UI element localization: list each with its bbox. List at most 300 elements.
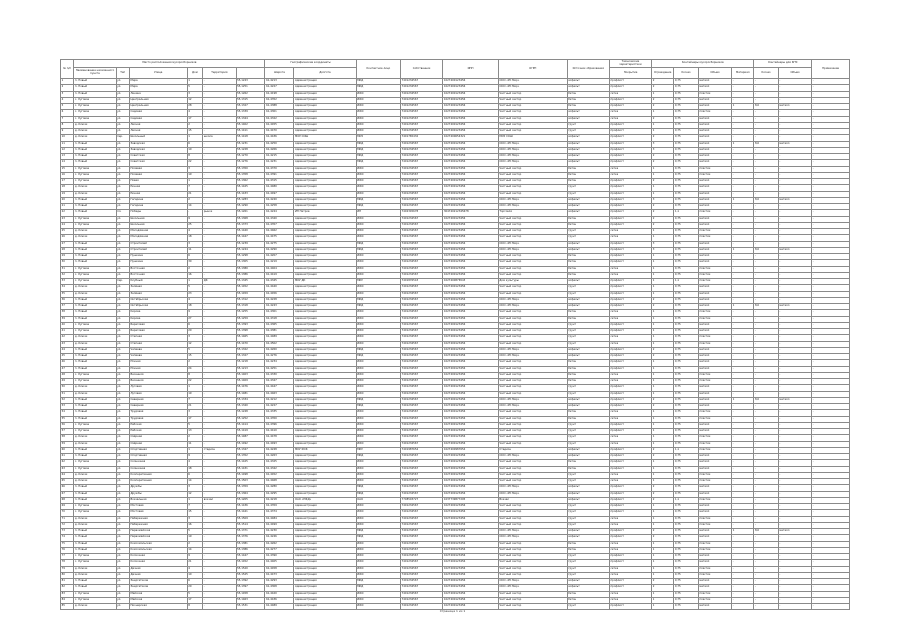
cell-owner: МКД (356, 141, 400, 147)
cell-count: 2 (652, 160, 674, 166)
cell-type: ул. (116, 185, 129, 191)
cell-street: Мира (129, 79, 187, 85)
cell-cover: асфальт (567, 210, 609, 216)
cell-source: Торговля (498, 210, 567, 216)
cell-street: Октябрьская (129, 297, 187, 303)
cell-house: 6 (187, 141, 203, 147)
cell-num: 10 (61, 135, 74, 141)
cell-fence: сетка (609, 591, 651, 597)
cell-count: 1 (652, 372, 674, 378)
cell-type: ул. (116, 510, 129, 516)
cell-note: - (812, 222, 850, 228)
cell-fence: сетка (609, 472, 651, 478)
cell-territory: - (203, 516, 236, 522)
cell-note: - (812, 335, 850, 341)
cell-territory: - (203, 597, 236, 603)
cell-inn: 7401234567 (401, 591, 443, 597)
cell-inn: 7401234567 (401, 529, 443, 535)
col-cover: Покрытие (609, 68, 651, 79)
cell-contact: Администрация (294, 385, 356, 391)
cell-settlement: п. Новый (74, 410, 116, 416)
cell-street: Садовая (129, 116, 187, 122)
cell-material: металл (698, 179, 731, 185)
cell-count: 2 (652, 116, 674, 122)
cell-material2: - (778, 535, 811, 541)
cell-contact: Администрация (294, 241, 356, 247)
cell-material: металл (698, 529, 731, 535)
cell-cover: асфальт (567, 135, 609, 141)
cell-lon: 61,4227 (265, 404, 294, 410)
cell-ogrn: 1027400123456 (443, 260, 499, 266)
cell-territory: - (203, 85, 236, 91)
cell-owner: МКД (356, 585, 400, 591)
cell-num: 74 (61, 535, 74, 541)
cell-type: ул. (116, 285, 129, 291)
cell-material2: металл (778, 141, 811, 147)
cell-fence: сетка (609, 416, 651, 422)
cell-volume: 0,75 (674, 504, 698, 510)
cell-settlement: с. Луговое (74, 322, 116, 328)
cell-type: ул. (116, 322, 129, 328)
cell-ogrn: 1027400123456 (443, 335, 499, 341)
cell-source: Частный сектор (498, 479, 567, 485)
cell-count: 2 (652, 210, 674, 216)
cell-inn: 7401234567 (401, 516, 443, 522)
cell-material: металл (698, 285, 731, 291)
cell-type: ул. (116, 429, 129, 435)
cell-count2: - (732, 291, 754, 297)
cell-note: - (812, 216, 850, 222)
cell-house: 6 (187, 472, 203, 478)
cell-material2: металл (778, 304, 811, 310)
cell-count: 2 (652, 179, 674, 185)
cell-contact: Администрация (294, 147, 356, 153)
cell-lat: 55,1371 (236, 529, 265, 535)
cell-material2: - (778, 404, 811, 410)
cell-inn: 7401234567 (401, 535, 443, 541)
cell-inn: 7401234567 (401, 597, 443, 603)
cell-count2: - (732, 360, 754, 366)
cell-inn: 7401234567 (401, 585, 443, 591)
cell-cover: грунт (567, 185, 609, 191)
cell-count2: - (732, 135, 754, 141)
cell-num: 65 (61, 479, 74, 485)
cell-fence: профлист (609, 247, 651, 253)
cell-note: - (812, 579, 850, 585)
cell-material2: - (778, 135, 811, 141)
cell-count2: 1 (732, 397, 754, 403)
cell-house: 30 (187, 260, 203, 266)
cell-material: пластик (698, 235, 731, 241)
cell-type: ул. (116, 266, 129, 272)
cell-owner: ИЖС (356, 541, 400, 547)
cell-type: ул. (116, 472, 129, 478)
cell-owner: МКД (356, 204, 400, 210)
cell-count: 1 (652, 510, 674, 516)
cell-volume2: 8,0 (754, 304, 778, 310)
cell-type: ул. (116, 116, 129, 122)
cell-material2: - (778, 385, 811, 391)
cell-house: - (187, 210, 203, 216)
cell-cover: бетон (567, 310, 609, 316)
cell-territory: - (203, 341, 236, 347)
cell-type: ул. (116, 304, 129, 310)
cell-cover: бетон (567, 104, 609, 110)
cell-note: - (812, 272, 850, 278)
cell-inn: 7401234567 (401, 116, 443, 122)
cell-note: - (812, 422, 850, 428)
col-spacer (236, 68, 265, 79)
cell-note: - (812, 435, 850, 441)
cell-count2: - (732, 210, 754, 216)
cell-street: Школьный (129, 135, 187, 141)
cell-contact: Администрация (294, 235, 356, 241)
cell-lon: 61,4198 (265, 91, 294, 97)
cell-inn: 7401234567 (401, 366, 443, 372)
cell-settlement: д. Ключи (74, 572, 116, 578)
cell-cover: асфальт (567, 197, 609, 203)
cell-owner: ИЖС (356, 391, 400, 397)
cell-type: ул. (116, 404, 129, 410)
cell-inn: 7401234567 (401, 91, 443, 97)
cell-fence: профлист (609, 135, 651, 141)
cell-source: ООО «УК Мир» (498, 241, 567, 247)
cell-volume: 0,75 (674, 216, 698, 222)
cell-contact: Администрация (294, 260, 356, 266)
cell-settlement: с. Луговое (74, 222, 116, 228)
cell-lon: 61,4410 (265, 429, 294, 435)
cell-cover: бетон (567, 266, 609, 272)
cell-lon: 61,4275 (265, 241, 294, 247)
cell-cover: бетон (567, 597, 609, 603)
cell-count: 1 (652, 466, 674, 472)
cell-lat: 55,1251 (236, 85, 265, 91)
cell-num: 63 (61, 466, 74, 472)
cell-note: - (812, 285, 850, 291)
cell-material: металл (698, 154, 731, 160)
cell-count: 1 (652, 597, 674, 603)
cell-inn: 7401234567 (401, 441, 443, 447)
cell-territory: - (203, 172, 236, 178)
cell-street: Полевая (129, 172, 187, 178)
cell-count2: - (732, 179, 754, 185)
cell-material2: - (778, 516, 811, 522)
cell-territory: - (203, 541, 236, 547)
cell-ogrn: 1027400123456 (443, 79, 499, 85)
cell-num: 4 (61, 97, 74, 103)
cell-count2: - (732, 460, 754, 466)
cell-lon: 61,4266 (265, 147, 294, 153)
cell-street: Солнечная (129, 460, 187, 466)
cell-fence: профлист (609, 497, 651, 503)
cell-street: Комсомольская (129, 547, 187, 553)
cell-contact: МКУ ДК (294, 279, 356, 285)
cell-inn: 7401234567 (401, 110, 443, 116)
cell-contact: Администрация (294, 579, 356, 585)
cell-count: 2 (652, 85, 674, 91)
cell-volume: 0,75 (674, 591, 698, 597)
cell-count: 1 (652, 472, 674, 478)
cell-num: 61 (61, 454, 74, 460)
cell-source: ООО «УК Мир» (498, 79, 567, 85)
cell-fence: сетка (609, 116, 651, 122)
cell-house: 5 (187, 347, 203, 353)
cell-count2: - (732, 329, 754, 335)
cell-source: Частный сектор (498, 322, 567, 328)
cell-contact: Администрация (294, 466, 356, 472)
cell-owner: ИЖС (356, 504, 400, 510)
cell-volume: 0,75 (674, 529, 698, 535)
cell-lat: 55,1339 (236, 110, 265, 116)
cell-type: ул. (116, 85, 129, 91)
cell-inn: 7401234567 (401, 172, 443, 178)
cell-settlement: с. Луговое (74, 554, 116, 560)
cell-street: Вокзальная (129, 497, 187, 503)
cell-owner: ИЖС (356, 110, 400, 116)
cell-num: 5 (61, 104, 74, 110)
cell-ogrn: 1027400123456 (443, 297, 499, 303)
cell-num: 18 (61, 185, 74, 191)
cell-lat: 55,1364 (236, 491, 265, 497)
cell-num: 70 (61, 510, 74, 516)
cell-count: 1 (652, 560, 674, 566)
cell-street: Строителей (129, 247, 187, 253)
cell-house: 20 (187, 585, 203, 591)
cell-street: Северная (129, 404, 187, 410)
cell-type: ул. (116, 416, 129, 422)
cell-note: - (812, 497, 850, 503)
cell-cover: грунт (567, 422, 609, 428)
cell-territory: - (203, 241, 236, 247)
cell-count: 1 (652, 316, 674, 322)
cell-lon: 61,4244 (265, 210, 294, 216)
cell-note: - (812, 454, 850, 460)
cell-type: ул. (116, 485, 129, 491)
cell-street: Рабочая (129, 422, 187, 428)
cell-count2: - (732, 129, 754, 135)
cell-inn: 7401234567 (401, 522, 443, 528)
col-volume: Объем (698, 68, 731, 79)
cell-house: 12 (187, 341, 203, 347)
cell-note: - (812, 447, 850, 453)
cell-owner: ИЖС (356, 104, 400, 110)
cell-lon: 61,4458 (265, 566, 294, 572)
cell-source: Частный сектор (498, 516, 567, 522)
cell-volume2: - (754, 297, 778, 303)
cell-count: 1 (652, 566, 674, 572)
cell-material: металл (698, 222, 731, 228)
cell-count: 1 (652, 572, 674, 578)
cell-note: - (812, 254, 850, 260)
cell-owner: МКД (356, 491, 400, 497)
cell-contact: Администрация (294, 354, 356, 360)
cell-lat: 55,1498 (236, 472, 265, 478)
cell-house: 2 (187, 541, 203, 547)
cell-material: металл (698, 254, 731, 260)
cell-settlement: д. Ключи (74, 122, 116, 128)
cell-settlement: д. Ключи (74, 479, 116, 485)
cell-settlement: с. Луговое (74, 272, 116, 278)
cell-fence: профлист (609, 429, 651, 435)
cell-note: - (812, 266, 850, 272)
col-fence: Ограждение (652, 68, 674, 79)
cell-house: 6 (187, 579, 203, 585)
cell-count2: - (732, 560, 754, 566)
cell-source: Частный сектор (498, 341, 567, 347)
cell-fence: профлист (609, 535, 651, 541)
cell-fence: сетка (609, 172, 651, 178)
cell-lat: 55,1403 (236, 372, 265, 378)
cell-settlement: с. Луговое (74, 166, 116, 172)
cell-house: 18 (187, 235, 203, 241)
cell-lat: 55,1305 (236, 260, 265, 266)
cell-note: - (812, 510, 850, 516)
cell-lat: 55,1411 (236, 129, 265, 135)
cell-contact: Администрация (294, 216, 356, 222)
cell-count2: - (732, 235, 754, 241)
cell-ogrn: 1027400123456 (443, 272, 499, 278)
cell-material: пластик (698, 435, 731, 441)
cell-note: - (812, 391, 850, 397)
cell-count: 1 (652, 172, 674, 178)
cell-note: - (812, 154, 850, 160)
cell-lon: 61,4212 (265, 397, 294, 403)
cell-num: 46 (61, 360, 74, 366)
cell-num: 2 (61, 85, 74, 91)
cell-material: металл (698, 247, 731, 253)
cell-volume2: - (754, 272, 778, 278)
cell-count2: - (732, 185, 754, 191)
cell-lon: 61,4315 (265, 179, 294, 185)
cell-lon: 61,4301 (265, 310, 294, 316)
cell-contact: Администрация (294, 97, 356, 103)
cell-inn: 7401234567 (401, 466, 443, 472)
cell-owner: ИЖС (356, 222, 400, 228)
cell-note: - (812, 247, 850, 253)
cell-type: ул. (116, 160, 129, 166)
cell-lon: 61,4359 (265, 504, 294, 510)
cell-cover: бетон (567, 410, 609, 416)
cell-lat: 55,1312 (236, 297, 265, 303)
cell-material: металл (698, 360, 731, 366)
cell-source: Частный сектор (498, 422, 567, 428)
cell-type: ул. (116, 297, 129, 303)
cell-fence: профлист (609, 179, 651, 185)
cell-settlement: п. Новый (74, 447, 116, 453)
cell-cover: грунт (567, 554, 609, 560)
cell-territory: - (203, 379, 236, 385)
cell-lon: 61,4352 (265, 97, 294, 103)
cell-settlement: с. Луговое (74, 510, 116, 516)
cell-volume: 0,75 (674, 154, 698, 160)
cell-count2: 1 (732, 197, 754, 203)
cell-material: пластик (698, 316, 731, 322)
cell-street: Рабочая (129, 429, 187, 435)
cell-owner: ИЖС (356, 366, 400, 372)
cell-fence: профлист (609, 147, 651, 153)
cell-cover: асфальт (567, 397, 609, 403)
cell-note: - (812, 147, 850, 153)
cell-volume: 0,75 (674, 254, 698, 260)
cell-fence: профлист (609, 385, 651, 391)
cell-type: ул. (116, 254, 129, 260)
cell-settlement: п. Новый (74, 529, 116, 535)
cell-volume2: - (754, 585, 778, 591)
cell-territory: - (203, 222, 236, 228)
cell-count: 2 (652, 491, 674, 497)
cell-owner: ИЖС (356, 429, 400, 435)
cell-owner: ИЖС (356, 329, 400, 335)
cell-territory: - (203, 429, 236, 435)
cell-territory: - (203, 91, 236, 97)
cell-volume2: - (754, 560, 778, 566)
cell-cover: асфальт (567, 279, 609, 285)
cell-material2: - (778, 329, 811, 335)
cell-street: Строителей (129, 241, 187, 247)
cell-count2: - (732, 229, 754, 235)
cell-volume: 0,75 (674, 229, 698, 235)
cell-count: 1 (652, 435, 674, 441)
cell-house: 7 (187, 185, 203, 191)
cell-material: металл (698, 79, 731, 85)
cell-lon: 61,4325 (265, 460, 294, 466)
cell-material: металл (698, 366, 731, 372)
cell-count: 3 (652, 247, 674, 253)
cell-volume: 0,75 (674, 360, 698, 366)
cell-lon: 61,4301 (265, 110, 294, 116)
cell-lat: 55,1347 (236, 447, 265, 453)
cell-cover: грунт (567, 335, 609, 341)
cell-lat: 55,1218 (236, 360, 265, 366)
cell-ogrn: 1027400123456 (443, 122, 499, 128)
cell-fence: сетка (609, 335, 651, 341)
cell-volume2: - (754, 491, 778, 497)
cell-material: металл (698, 491, 731, 497)
cell-settlement: п. Новый (74, 366, 116, 372)
cell-source: Частный сектор (498, 441, 567, 447)
cell-ogrn: 1027400123456 (443, 179, 499, 185)
cell-ogrn: 1027400123456 (443, 504, 499, 510)
cell-house: 4 (187, 566, 203, 572)
cell-lon: 61,4262 (265, 541, 294, 547)
cell-territory: - (203, 185, 236, 191)
cell-material: металл (698, 554, 731, 560)
cell-fence: профлист (609, 466, 651, 472)
cell-source: Частный сектор (498, 522, 567, 528)
cell-house: 23 (187, 291, 203, 297)
cell-ogrn: 1027400123456 (443, 529, 499, 535)
cell-source: Частный сектор (498, 285, 567, 291)
cell-source: Частный сектор (498, 254, 567, 260)
cell-cover: грунт (567, 560, 609, 566)
cell-lon: 61,4436 (265, 597, 294, 603)
cell-lat: 55,1255 (236, 310, 265, 316)
cell-count2: - (732, 122, 754, 128)
cell-lon: 61,4218 (265, 497, 294, 503)
cell-volume2: - (754, 185, 778, 191)
cell-material: металл (698, 129, 731, 135)
cell-material: металл (698, 260, 731, 266)
cell-source: ООО «УК Мир» (498, 85, 567, 91)
cell-street: Майская (129, 591, 187, 597)
cell-source: ООО «УК Мир» (498, 397, 567, 403)
cell-volume: 0,75 (674, 160, 698, 166)
cell-num: 22 (61, 210, 74, 216)
cell-count: 2 (652, 154, 674, 160)
cell-source: Частный сектор (498, 129, 567, 135)
cell-type: ул. (116, 97, 129, 103)
cell-settlement: с. Луговое (74, 97, 116, 103)
